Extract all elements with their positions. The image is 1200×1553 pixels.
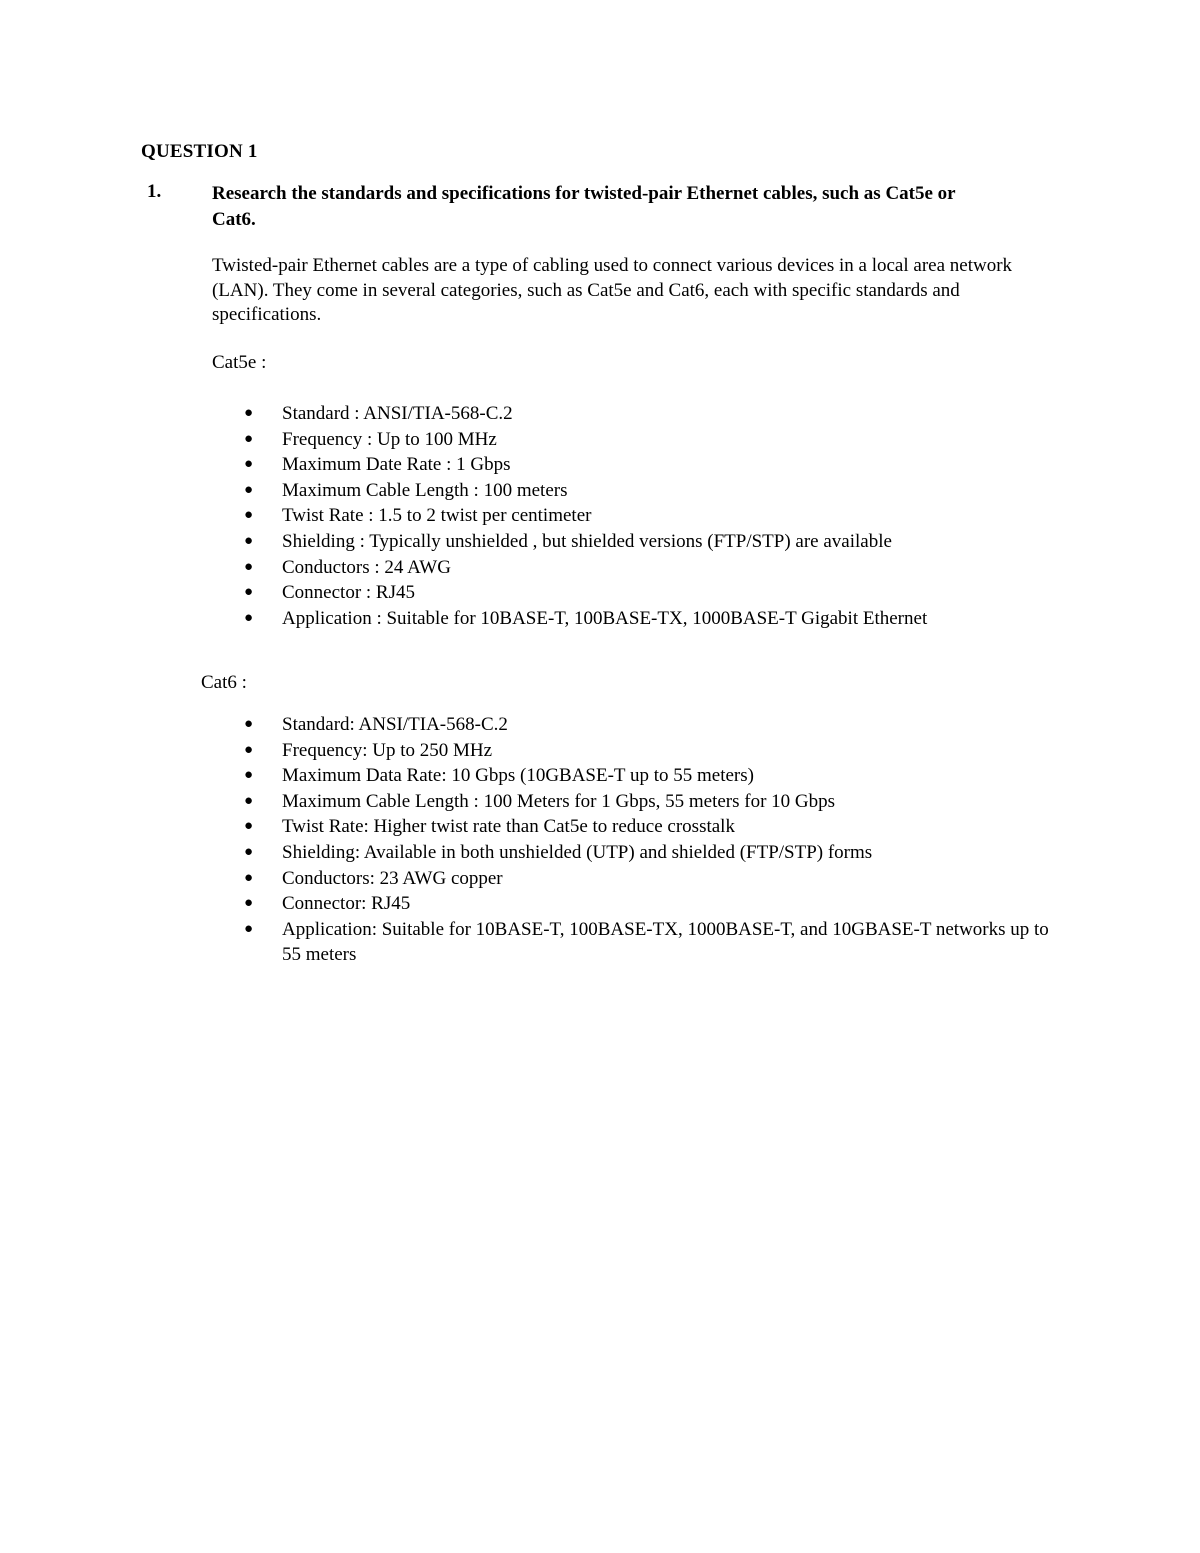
list-item-text: Maximum Date Rate : 1 Gbps (282, 454, 511, 476)
bullet-icon: ● (244, 741, 254, 758)
list-item-text: Conductors: 23 AWG copper (282, 867, 503, 889)
bullet-icon: ● (244, 716, 254, 732)
bullet-icon: ● (244, 792, 254, 809)
bullet-icon: ● (244, 532, 254, 549)
bullet-icon: ● (244, 869, 254, 886)
list-item-text: Maximum Cable Length : 100 Meters for 1 Gbps, 55 meters for 10 Gbps (282, 790, 836, 812)
list-item (0, 427, 1200, 453)
cat5e-spec-list (0, 401, 1200, 631)
list-item-text: Frequency: Up to 250 MHz (282, 739, 493, 761)
list-item (0, 763, 1200, 789)
bullet-icon: ● (244, 405, 254, 421)
list-item-text: Connector : RJ45 (282, 582, 415, 604)
list-item-text: Application: Suitable for 10BASE-T, 100BASE-TX, 1000BASE-T, and 10GBASE-T networks up to 55 meters (282, 918, 1049, 966)
list-item (0, 580, 1200, 606)
list-item (0, 712, 1200, 738)
list-item-text: Connector: RJ45 (282, 893, 411, 915)
list-item (0, 789, 1200, 815)
list-item-text: Application : Suitable for 10BASE-T, 100BASE-TX, 1000BASE-T Gigabit Ethernet (282, 607, 928, 629)
bullet-icon: ● (244, 584, 254, 601)
list-item (0, 738, 1200, 764)
list-item-text: Maximum Cable Length : 100 meters (282, 479, 568, 501)
list-item (0, 840, 1200, 866)
list-item (0, 606, 1200, 632)
list-item-text: Shielding: Available in both unshielded (UTP) and shielded (FTP/STP) forms (282, 841, 873, 863)
question-text: Research the standards and specifications for twisted-pair Ethernet cables, such as Cat5e or Cat6. (212, 183, 956, 230)
list-item (0, 478, 1200, 504)
list-item-text: Maximum Data Rate: 10 Gbps (10GBASE-T up to 55 meters) (282, 765, 754, 787)
question-number: 1. (147, 181, 162, 202)
cat5e-label: Cat5e : (212, 352, 267, 373)
bullet-icon: ● (244, 767, 254, 784)
list-item (0, 866, 1200, 892)
question-heading: QUESTION 1 (141, 141, 258, 162)
list-item-text: Frequency : Up to 100 MHz (282, 428, 497, 450)
list-item-text: Conductors : 24 AWG (282, 556, 451, 578)
list-item (0, 555, 1200, 581)
bullet-icon: ● (244, 507, 254, 524)
list-item (0, 503, 1200, 529)
bullet-icon: ● (244, 843, 254, 860)
list-item (0, 891, 1200, 917)
list-item (0, 917, 1200, 968)
bullet-icon: ● (244, 895, 254, 912)
list-item (0, 452, 1200, 478)
bullet-icon: ● (244, 920, 254, 937)
list-item (0, 814, 1200, 840)
bullet-icon: ● (244, 609, 254, 626)
list-item (0, 529, 1200, 555)
list-item-text: Standard : ANSI/TIA-568-C.2 (282, 403, 513, 424)
intro-paragraph: Twisted-pair Ethernet cables are a type of cabling used to connect various devices in a local area network (LAN). They come in several categories, such as Cat5e and Cat6, each with specific standards and specifications. (212, 255, 1013, 325)
bullet-icon: ● (244, 430, 254, 447)
bullet-icon: ● (244, 481, 254, 498)
list-item-text: Standard: ANSI/TIA-568-C.2 (282, 714, 508, 735)
list-item-text: Shielding : Typically unshielded , but shielded versions (FTP/STP) are available (282, 530, 892, 552)
cat6-label: Cat6 : (201, 672, 247, 693)
bullet-icon: ● (244, 818, 254, 835)
list-item-text: Twist Rate : 1.5 to 2 twist per centimeter (282, 505, 592, 527)
cat6-spec-list (0, 712, 1200, 968)
list-item (0, 401, 1200, 427)
bullet-icon: ● (244, 558, 254, 575)
list-item-text: Twist Rate: Higher twist rate than Cat5e to reduce crosstalk (282, 816, 735, 838)
bullet-icon: ● (244, 456, 254, 473)
